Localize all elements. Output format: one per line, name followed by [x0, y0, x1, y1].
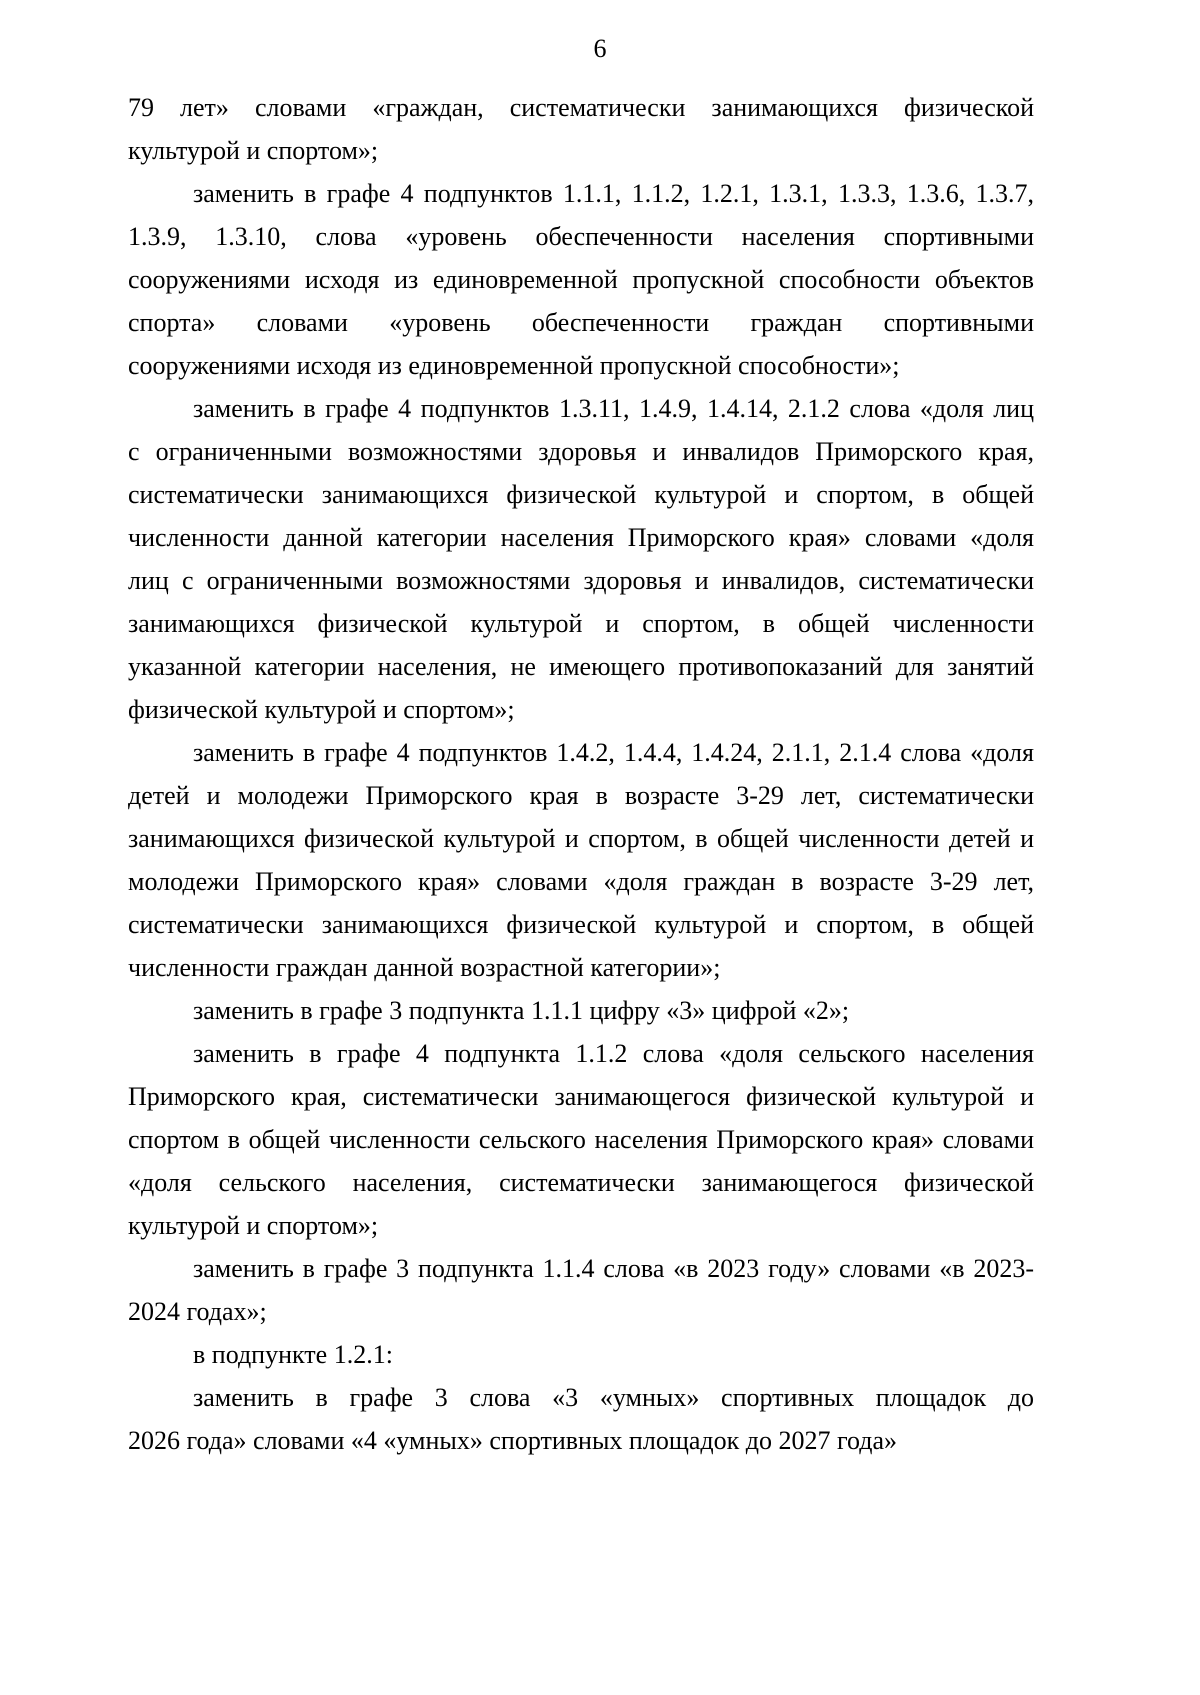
text-line: 1.3.9, 1.3.10, слова «уровень обеспеченности населения спортивными — [128, 222, 1034, 251]
text-line: сооружениями исходя из единовременной пропускной способности объектов — [128, 265, 1034, 294]
text-line: указанной категории населения, не имеющего противопоказаний для занятий — [128, 652, 1034, 681]
text-line: в подпункте 1.2.1: — [193, 1340, 393, 1369]
text-line: заменить в графе 4 подпункта 1.1.2 слова «доля сельского населения — [193, 1039, 1034, 1068]
text-line: с ограниченными возможностями здоровья и инвалидов Приморского края, — [128, 437, 1034, 466]
text-line: заменить в графе 4 подпунктов 1.3.11, 1.4.9, 1.4.14, 2.1.2 слова «доля лиц — [193, 394, 1034, 423]
text-line: заменить в графе 4 подпунктов 1.4.2, 1.4.4, 1.4.24, 2.1.1, 2.1.4 слова «доля — [193, 738, 1034, 767]
text-line: детей и молодежи Приморского края в возрасте 3-29 лет, систематически — [128, 781, 1034, 810]
text-line: занимающихся физической культурой и спортом, в общей численности детей и — [128, 824, 1034, 853]
text-line: 79 лет» словами «граждан, систематически занимающихся физической — [128, 93, 1034, 122]
text-line: спорта» словами «уровень обеспеченности граждан спортивными — [128, 308, 1034, 337]
text-line: численности граждан данной возрастной категории»; — [128, 953, 721, 982]
text-line: систематически занимающихся физической культурой и спортом, в общей — [128, 910, 1034, 939]
text-line: спортом в общей численности сельского населения Приморского края» словами — [128, 1125, 1034, 1154]
page-number: 6 — [593, 34, 607, 63]
text-line: 2024 годах»; — [128, 1297, 267, 1326]
text-line: культурой и спортом»; — [128, 136, 379, 165]
text-line: «доля сельского населения, систематически занимающегося физической — [128, 1168, 1034, 1197]
text-line: заменить в графе 4 подпунктов 1.1.1, 1.1.2, 1.2.1, 1.3.1, 1.3.3, 1.3.6, 1.3.7, — [193, 179, 1034, 208]
text-line: 2026 года» словами «4 «умных» спортивных площадок до 2027 года» — [128, 1426, 898, 1455]
text-line: Приморского края, систематически занимающегося физической культурой и — [128, 1082, 1034, 1111]
text-line: заменить в графе 3 слова «3 «умных» спортивных площадок до — [193, 1383, 1034, 1412]
text-line: заменить в графе 3 подпункта 1.1.4 слова «в 2023 году» словами «в 2023- — [193, 1254, 1034, 1283]
text-line: молодежи Приморского края» словами «доля граждан в возрасте 3-29 лет, — [128, 867, 1034, 896]
text-line: культурой и спортом»; — [128, 1211, 379, 1240]
text-line: численности данной категории населения Приморского края» словами «доля — [128, 523, 1034, 552]
text-line: лиц с ограниченными возможностями здоровья и инвалидов, систематически — [128, 566, 1034, 595]
text-line: систематически занимающихся физической культурой и спортом, в общей — [128, 480, 1034, 509]
text-line: занимающихся физической культурой и спортом, в общей численности — [128, 609, 1034, 638]
text-line: физической культурой и спортом»; — [128, 695, 515, 724]
text-line: заменить в графе 3 подпункта 1.1.1 цифру «3» цифрой «2»; — [193, 996, 850, 1025]
text-line: сооружениями исходя из единовременной пропускной способности»; — [128, 351, 900, 380]
